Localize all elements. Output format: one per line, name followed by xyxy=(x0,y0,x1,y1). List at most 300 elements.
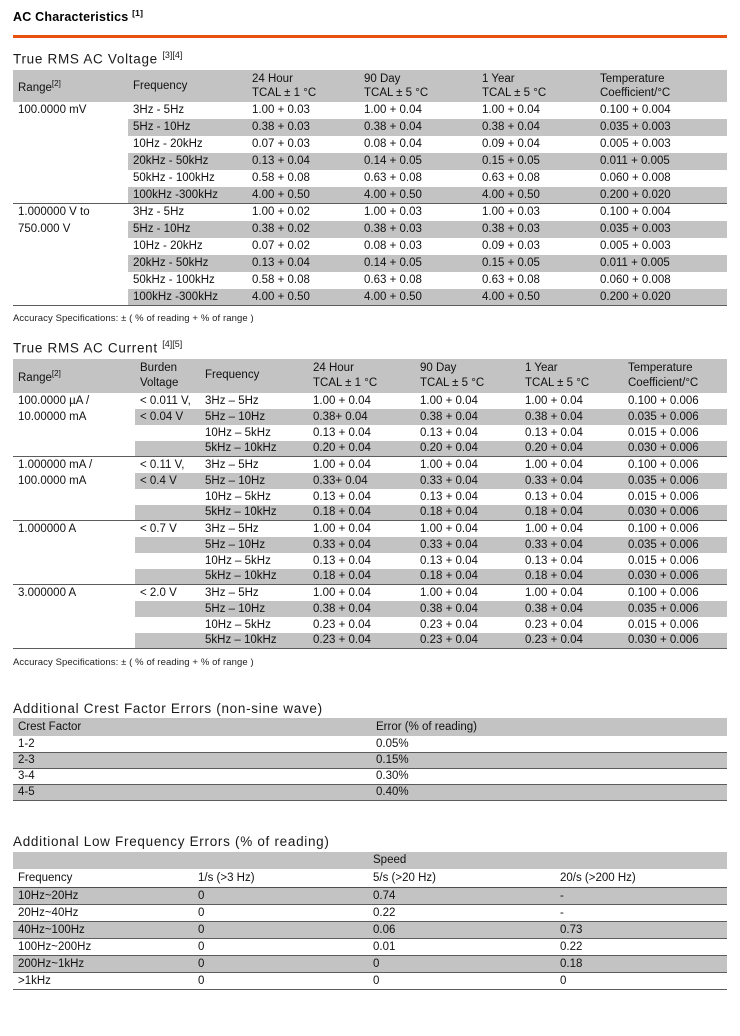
table-header-row xyxy=(13,359,727,393)
cell xyxy=(13,617,135,633)
cell: 0.23 + 0.04 xyxy=(420,618,478,631)
cell: 1.00 + 0.04 xyxy=(308,521,415,537)
cell xyxy=(13,505,135,521)
cell: 200Hz~1kHz xyxy=(13,955,193,972)
cell: 1.00 + 0.04 xyxy=(482,104,540,117)
cell: 0.18 + 0.04 xyxy=(308,505,415,521)
table-row xyxy=(13,972,727,989)
cell: 1.00 + 0.04 xyxy=(520,457,623,473)
table-row xyxy=(13,537,727,553)
cell: 0.38 + 0.04 xyxy=(520,601,623,617)
cell: 4.00 + 0.50 xyxy=(477,289,595,306)
cell: 5kHz – 10kHz xyxy=(200,569,308,585)
span-header-cell: Speed xyxy=(368,852,555,869)
cell: 0.011 + 0.005 xyxy=(595,255,727,272)
cell: 0.18 + 0.04 xyxy=(415,505,520,521)
cell: 1.00 + 0.04 xyxy=(525,394,583,407)
cell xyxy=(135,617,200,633)
section-low-frequency-errors xyxy=(13,834,727,990)
cell: 10Hz – 5kHz xyxy=(205,426,271,439)
cell: 0.100 + 0.006 xyxy=(628,394,699,407)
cell: 0.13 + 0.04 xyxy=(525,426,583,439)
cell: 0.035 + 0.006 xyxy=(623,473,727,489)
cell: 0.15 + 0.05 xyxy=(477,153,595,170)
cell: - xyxy=(555,887,727,904)
cell: 4.00 + 0.50 xyxy=(247,187,359,204)
cell: 0.63 + 0.08 xyxy=(364,274,422,287)
cell: 1.00 + 0.04 xyxy=(420,394,478,407)
column-header: Frequency xyxy=(200,359,308,393)
cell xyxy=(13,238,128,255)
cell: 4.00 + 0.50 xyxy=(477,187,595,204)
column-header: Burden Voltage xyxy=(135,359,200,393)
cell: 0.011 + 0.005 xyxy=(595,153,727,170)
cell: 0.015 + 0.006 xyxy=(628,490,699,503)
cell xyxy=(13,153,128,170)
cell: 0.200 + 0.020 xyxy=(595,289,727,306)
cell xyxy=(135,505,200,521)
page-title xyxy=(13,8,727,24)
cell xyxy=(135,425,200,441)
cell: 0.100 + 0.006 xyxy=(623,521,727,537)
cell: 750.000 V xyxy=(13,221,128,238)
column-header: 1 Year TCAL ± 5 °C xyxy=(477,70,595,102)
cell: 0.38 + 0.03 xyxy=(359,221,477,238)
cell xyxy=(13,553,135,569)
column-header: Range[2] xyxy=(13,359,135,393)
cell: 0.58 + 0.08 xyxy=(252,274,310,287)
cell: 5kHz – 10kHz xyxy=(200,633,308,649)
cell: 0.100 + 0.006 xyxy=(623,585,727,601)
cell: 0.035 + 0.003 xyxy=(595,221,727,238)
cell: 1.00 + 0.03 xyxy=(252,104,310,117)
cell: 0.33 + 0.04 xyxy=(520,473,623,489)
cell: 0.63 + 0.08 xyxy=(482,274,540,287)
cell: 0.38 + 0.04 xyxy=(359,119,477,136)
page-title-footnote: [1] xyxy=(132,8,144,18)
table-row xyxy=(13,409,727,425)
table-row xyxy=(13,955,727,972)
table-row xyxy=(13,938,727,955)
cell: 10Hz – 5kHz xyxy=(205,490,271,503)
table-row xyxy=(13,393,727,409)
column-header: Crest Factor xyxy=(13,718,371,736)
cell: 2-3 xyxy=(13,752,371,768)
column-header: Error (% of reading) xyxy=(371,718,727,736)
cell: 5Hz – 10Hz xyxy=(200,601,308,617)
cell xyxy=(193,852,368,869)
voltage-accuracy-note: Accuracy Specifications: ± ( % of reading + % of range ) xyxy=(13,313,254,325)
cell: 0.13 + 0.04 xyxy=(247,153,359,170)
voltage-heading-text: True RMS AC Voltage xyxy=(13,51,158,67)
column-header: 24 Hour TCAL ± 1 °C xyxy=(247,70,359,102)
cell: 0.73 xyxy=(555,921,727,938)
cell: 0.13 + 0.04 xyxy=(313,426,371,439)
table-row xyxy=(13,425,727,441)
cell: 0 xyxy=(555,972,727,989)
cell: 0.38 + 0.03 xyxy=(477,221,595,238)
cell: 0.38 + 0.02 xyxy=(247,221,359,238)
cell xyxy=(13,601,135,617)
cell: 3Hz – 5Hz xyxy=(200,457,308,473)
cell: 1.00 + 0.04 xyxy=(520,585,623,601)
cell: 0.09 + 0.03 xyxy=(482,240,540,253)
table-row xyxy=(13,752,727,768)
table-row xyxy=(13,768,727,784)
accent-rule xyxy=(13,35,727,38)
cell: 0.74 xyxy=(368,887,555,904)
cell: 5kHz – 10kHz xyxy=(200,441,308,457)
cell: 0.035 + 0.006 xyxy=(623,409,727,425)
table-row xyxy=(13,473,727,489)
table-header-row xyxy=(13,869,727,888)
voltage-section-heading xyxy=(13,50,727,67)
cell: 0.200 + 0.020 xyxy=(595,187,727,204)
cell: 3Hz – 5Hz xyxy=(205,394,259,407)
column-header: Frequency xyxy=(128,70,247,102)
cell: 1.00 + 0.04 xyxy=(308,585,415,601)
cell: 100Hz~200Hz xyxy=(13,938,193,955)
cell: 5Hz – 10Hz xyxy=(200,409,308,425)
cell: 0.07 + 0.03 xyxy=(252,138,310,151)
cell: 10Hz – 5kHz xyxy=(205,554,271,567)
cell: < 0.011 V, xyxy=(140,394,191,407)
cell: 50kHz - 100kHz xyxy=(133,274,215,287)
cell: 0.38 + 0.04 xyxy=(415,601,520,617)
column-header: 5/s (>20 Hz) xyxy=(368,869,555,888)
table-row xyxy=(13,204,727,221)
cell: 4.00 + 0.50 xyxy=(247,289,359,306)
current-section-heading xyxy=(13,339,727,356)
section-true-rms-ac-current xyxy=(13,339,727,668)
cell: 5Hz – 10Hz xyxy=(200,537,308,553)
cell: < 0.04 V xyxy=(135,409,200,425)
cell: 0.15 + 0.05 xyxy=(477,255,595,272)
current-heading-footnote: [4][5] xyxy=(162,339,183,350)
ac-current-table-grid xyxy=(13,359,727,650)
cell: 0 xyxy=(193,904,368,921)
cell: 0 xyxy=(193,972,368,989)
cell xyxy=(135,553,200,569)
cell xyxy=(135,569,200,585)
cell xyxy=(13,425,135,441)
table-row xyxy=(13,633,727,649)
cell: 0.33 + 0.04 xyxy=(415,473,520,489)
table-row xyxy=(13,736,727,752)
cell xyxy=(13,272,128,289)
cell: 50kHz - 100kHz xyxy=(133,172,215,185)
cell: 3.000000 A xyxy=(13,585,135,601)
ac-voltage-table-grid xyxy=(13,70,727,307)
cell: 0.01 xyxy=(368,938,555,955)
cell: 20Hz~40Hz xyxy=(13,904,193,921)
cell xyxy=(135,633,200,649)
cell xyxy=(13,852,193,869)
column-header: Frequency xyxy=(13,869,193,888)
cell: 0.33 + 0.04 xyxy=(415,537,520,553)
cell: 0.060 + 0.008 xyxy=(600,172,671,185)
cell: 10Hz~20Hz xyxy=(13,887,193,904)
table-row xyxy=(13,505,727,521)
cell: 1.00 + 0.04 xyxy=(415,585,520,601)
table-row xyxy=(13,289,727,306)
table-row xyxy=(13,136,727,153)
table-row xyxy=(13,119,727,136)
page-title-text: AC Characteristics xyxy=(13,10,129,25)
cell: 3Hz - 5Hz xyxy=(133,104,185,117)
crest-factor-table xyxy=(13,718,727,801)
table-row xyxy=(13,617,727,633)
cell: 0.015 + 0.006 xyxy=(628,426,699,439)
cell: 0.030 + 0.006 xyxy=(623,505,727,521)
cell: 10.00000 mA xyxy=(13,409,135,425)
cell: 3-4 xyxy=(13,768,371,784)
section-crest-factor-errors xyxy=(13,701,727,801)
cell: 1.000000 mA / xyxy=(13,457,135,473)
cell: 0.05% xyxy=(371,736,727,752)
cell: 100.0000 mA xyxy=(13,473,135,489)
cell: 1.00 + 0.03 xyxy=(477,204,595,221)
cell: 0.20 + 0.04 xyxy=(308,441,415,457)
cell: 1.00 + 0.04 xyxy=(415,521,520,537)
table-row xyxy=(13,187,727,204)
ac-voltage-table xyxy=(13,70,727,307)
cell: 0.22 xyxy=(368,904,555,921)
cell: 1.00 + 0.04 xyxy=(313,394,371,407)
cell: 3Hz - 5Hz xyxy=(128,204,247,221)
cell: 0.38 + 0.04 xyxy=(415,409,520,425)
column-header: 20/s (>200 Hz) xyxy=(555,869,727,888)
cell: 0.14 + 0.05 xyxy=(359,153,477,170)
cell: 0.15% xyxy=(371,752,727,768)
table-row xyxy=(13,238,727,255)
column-header: 24 Hour TCAL ± 1 °C xyxy=(308,359,415,393)
cell: 0.20 + 0.04 xyxy=(520,441,623,457)
table-row xyxy=(13,170,727,187)
table-row xyxy=(13,585,727,601)
table-row xyxy=(13,221,727,238)
cell: 0.38+ 0.04 xyxy=(308,409,415,425)
cell: 0.13 + 0.04 xyxy=(420,554,478,567)
cell: 3Hz – 5Hz xyxy=(200,585,308,601)
cell: 10Hz – 5kHz xyxy=(205,618,271,631)
cell: 0.23 + 0.04 xyxy=(313,618,371,631)
cell xyxy=(135,489,200,505)
cell: 0.030 + 0.006 xyxy=(623,441,727,457)
cell: 0 xyxy=(368,955,555,972)
cell: 0.30% xyxy=(371,768,727,784)
cell xyxy=(13,136,128,153)
cell: 0.06 xyxy=(368,921,555,938)
cell: 100kHz -300kHz xyxy=(128,187,247,204)
cell: 0 xyxy=(193,938,368,955)
column-header: Range[2] xyxy=(13,70,128,102)
cell: 0 xyxy=(193,921,368,938)
ac-current-table xyxy=(13,359,727,650)
voltage-heading-footnote: [3][4] xyxy=(162,50,183,61)
cell: 0.58 + 0.08 xyxy=(252,172,310,185)
cell: 0.63 + 0.08 xyxy=(364,172,422,185)
section-true-rms-ac-voltage xyxy=(13,50,727,324)
column-header: 1 Year TCAL ± 5 °C xyxy=(520,359,623,393)
cell: 4-5 xyxy=(13,784,371,800)
cell: 0.030 + 0.006 xyxy=(623,569,727,585)
cell: 0.18 + 0.04 xyxy=(520,505,623,521)
cell: 0.060 + 0.008 xyxy=(600,274,671,287)
table-row xyxy=(13,489,727,505)
cell: 0.07 + 0.02 xyxy=(252,240,310,253)
cell: 4.00 + 0.50 xyxy=(359,187,477,204)
cell: - xyxy=(555,904,727,921)
cell: 0.035 + 0.006 xyxy=(623,537,727,553)
table-row xyxy=(13,904,727,921)
cell: 1.00 + 0.04 xyxy=(364,104,422,117)
table-header-row xyxy=(13,70,727,102)
table-span-header-row xyxy=(13,852,727,869)
cell: 0.38 + 0.03 xyxy=(247,119,359,136)
cell: 5kHz – 10kHz xyxy=(200,505,308,521)
cell: < 2.0 V xyxy=(135,585,200,601)
cell: 0.20 + 0.04 xyxy=(415,441,520,457)
table-row xyxy=(13,102,727,119)
cell: 0.100 + 0.004 xyxy=(600,104,671,117)
cell: 5Hz - 10Hz xyxy=(128,221,247,238)
cell: 20kHz - 50kHz xyxy=(128,153,247,170)
cell: 0.005 + 0.003 xyxy=(600,240,671,253)
cell: 3Hz – 5Hz xyxy=(200,521,308,537)
cell: 1-2 xyxy=(13,736,371,752)
cell xyxy=(13,633,135,649)
cell: 0.40% xyxy=(371,784,727,800)
cell: 0.23 + 0.04 xyxy=(520,633,623,649)
cell: 0.38 + 0.04 xyxy=(520,409,623,425)
cell: 5Hz - 10Hz xyxy=(128,119,247,136)
column-header: 1/s (>3 Hz) xyxy=(193,869,368,888)
cell: 100.0000 mV xyxy=(18,104,87,117)
cell: 40Hz~100Hz xyxy=(13,921,193,938)
cell: 10Hz - 20kHz xyxy=(133,138,203,151)
cell: 5Hz – 10Hz xyxy=(200,473,308,489)
cell: 1.00 + 0.02 xyxy=(247,204,359,221)
current-heading-text: True RMS AC Current xyxy=(13,340,158,356)
cell: 1.00 + 0.04 xyxy=(308,457,415,473)
cell: 1.000000 A xyxy=(13,521,135,537)
cell: 0.015 + 0.006 xyxy=(628,554,699,567)
cell xyxy=(13,187,128,204)
lowfreq-section-heading: Additional Low Frequency Errors (% of reading) xyxy=(13,833,330,849)
cell: 0.13 + 0.04 xyxy=(525,554,583,567)
cell xyxy=(135,441,200,457)
column-header: 90 Day TCAL ± 5 °C xyxy=(359,70,477,102)
cell: 0.18 + 0.04 xyxy=(415,569,520,585)
cell: 0 xyxy=(193,887,368,904)
table-row xyxy=(13,457,727,473)
cell xyxy=(13,569,135,585)
cell: 0.33 + 0.04 xyxy=(308,537,415,553)
cell: 0.33+ 0.04 xyxy=(308,473,415,489)
cell: 0.100 + 0.004 xyxy=(595,204,727,221)
table-row xyxy=(13,784,727,800)
table-row xyxy=(13,601,727,617)
cell: 0.035 + 0.003 xyxy=(595,119,727,136)
cell: 0.23 + 0.04 xyxy=(525,618,583,631)
crest-section-heading: Additional Crest Factor Errors (non-sine wave) xyxy=(13,701,323,717)
cell: 0.23 + 0.04 xyxy=(308,633,415,649)
cell xyxy=(13,441,135,457)
table-row xyxy=(13,569,727,585)
cell: 0.38 + 0.04 xyxy=(477,119,595,136)
cell: 0.18 xyxy=(555,955,727,972)
cell: 4.00 + 0.50 xyxy=(359,289,477,306)
cell xyxy=(13,289,128,306)
column-header: Temperature Coefficient/°C xyxy=(595,70,727,102)
cell: 1.000000 V to xyxy=(13,204,128,221)
cell: 0.63 + 0.08 xyxy=(482,172,540,185)
cell: 0.13 + 0.04 xyxy=(420,490,478,503)
cell: 0 xyxy=(193,955,368,972)
current-accuracy-note: Accuracy Specifications: ± ( % of reading + % of range ) xyxy=(13,657,254,669)
table-row xyxy=(13,921,727,938)
footnote-marker: [2] xyxy=(51,78,61,88)
cell xyxy=(13,119,128,136)
table-row xyxy=(13,255,727,272)
column-header: 90 Day TCAL ± 5 °C xyxy=(415,359,520,393)
cell: 1.00 + 0.04 xyxy=(415,457,520,473)
cell: 100.0000 µA / xyxy=(18,394,90,407)
footnote-marker: [2] xyxy=(51,368,61,378)
table-row xyxy=(13,553,727,569)
table-row xyxy=(13,521,727,537)
cell: 10Hz - 20kHz xyxy=(133,240,203,253)
cell: 0.22 xyxy=(555,938,727,955)
table-row xyxy=(13,887,727,904)
cell: < 0.11 V, xyxy=(135,457,200,473)
table-row xyxy=(13,153,727,170)
cell: >1kHz xyxy=(13,972,193,989)
cell: 0 xyxy=(368,972,555,989)
low-frequency-table xyxy=(13,852,727,990)
cell: < 0.4 V xyxy=(135,473,200,489)
cell xyxy=(13,489,135,505)
cell: 0.005 + 0.003 xyxy=(600,138,671,151)
table-header-row xyxy=(13,718,727,736)
cell: 0.09 + 0.04 xyxy=(482,138,540,151)
cell xyxy=(135,601,200,617)
cell: 0.13 + 0.04 xyxy=(525,490,583,503)
column-header: Temperature Coefficient/°C xyxy=(623,359,727,393)
cell xyxy=(13,537,135,553)
cell: 1.00 + 0.04 xyxy=(520,521,623,537)
cell: 20kHz - 50kHz xyxy=(128,255,247,272)
cell: 0.13 + 0.04 xyxy=(313,490,371,503)
cell: 0.38 + 0.04 xyxy=(308,601,415,617)
cell: 0.13 + 0.04 xyxy=(313,554,371,567)
table-row xyxy=(13,272,727,289)
table-row xyxy=(13,441,727,457)
cell: 0.08 + 0.03 xyxy=(364,240,422,253)
cell: 0.18 + 0.04 xyxy=(520,569,623,585)
cell: 0.13 + 0.04 xyxy=(420,426,478,439)
cell: 100kHz -300kHz xyxy=(128,289,247,306)
cell: 0.035 + 0.006 xyxy=(623,601,727,617)
low-frequency-table-grid xyxy=(13,852,727,990)
cell: 0.18 + 0.04 xyxy=(308,569,415,585)
cell: 1.00 + 0.03 xyxy=(359,204,477,221)
cell: 0.23 + 0.04 xyxy=(415,633,520,649)
cell: 0.030 + 0.006 xyxy=(623,633,727,649)
crest-factor-table-grid xyxy=(13,718,727,801)
cell: 0.14 + 0.05 xyxy=(359,255,477,272)
